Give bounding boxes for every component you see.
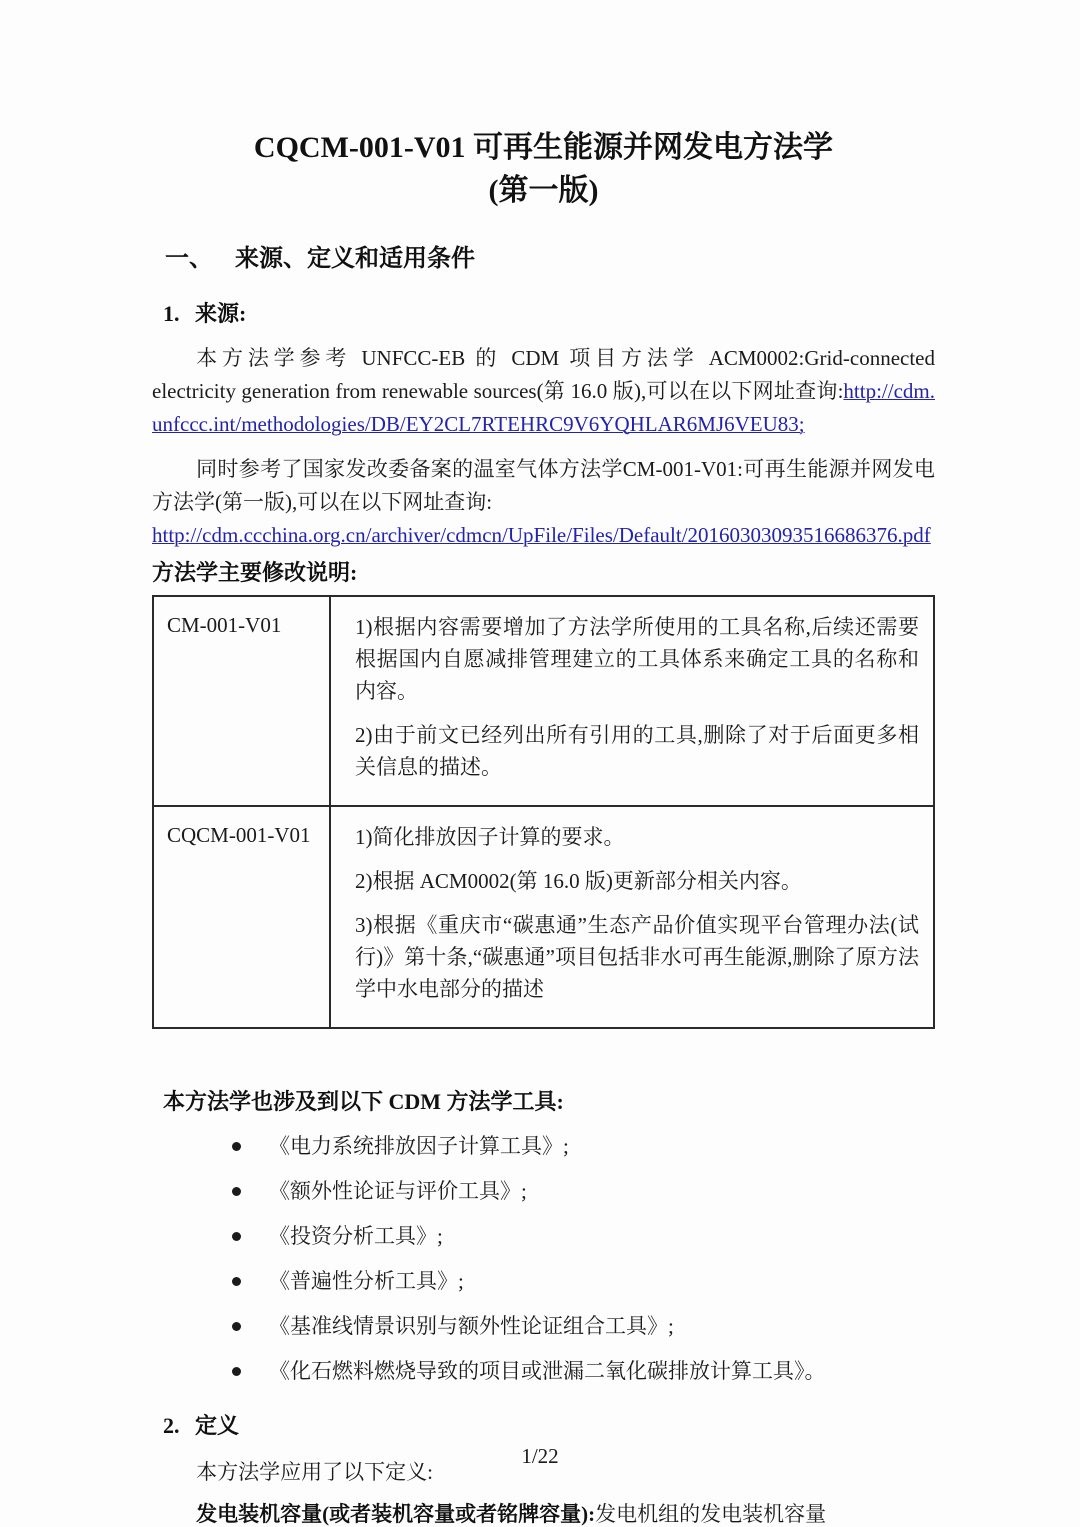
tool-name: 《基准线情景识别与额外性论证组合工具》;: [269, 1314, 674, 1338]
definitions-intro: 本方法学应用了以下定义:: [196, 1460, 433, 1484]
bullet-icon: [232, 1232, 241, 1241]
tool-name: 《电力系统排放因子计算工具》;: [269, 1134, 569, 1158]
document-title: CQCM-001-V01 可再生能源并网发电方法学: [253, 131, 834, 164]
subsection-number: 1.: [163, 301, 180, 326]
list-item: [152, 1310, 935, 1343]
table-row: [153, 596, 934, 806]
paragraph-text: 本方法学参考 UNFCC-EB 的 CDM 项目方法学 ACM0002:Grid-connected electricity generation from renewable sources(第 16.0 版),可以在以下网址查询:: [152, 346, 935, 403]
version-cell: CQCM-001-V01: [153, 806, 330, 1028]
table-row: [153, 806, 934, 1028]
page-number: 1/22: [521, 1444, 559, 1468]
bullet-icon: [232, 1142, 241, 1151]
paragraph-source-2: [152, 453, 935, 519]
tool-name: 《投资分析工具》;: [269, 1224, 443, 1248]
definition-text: 发电机组的发电装机容量: [595, 1502, 827, 1526]
subsection-title: 定义: [195, 1413, 240, 1438]
change-item: 1)简化排放因子计算的要求。: [355, 825, 625, 849]
definition-line: [152, 1498, 935, 1527]
bullet-icon: [232, 1187, 241, 1196]
paragraph-source-2-link-line: [152, 519, 935, 552]
paragraph-source-1: [152, 342, 935, 441]
title-block: [152, 126, 935, 212]
list-item: [152, 1220, 935, 1253]
bullet-icon: [232, 1367, 241, 1376]
change-item: 3)根据《重庆市“碳惠通”生态产品价值实现平台管理办法(试行)》第十条,“碳惠通”项目包括非水可再生能源,删除了原方法学中水电部分的描述: [355, 913, 919, 1001]
change-item: 2)由于前文已经列出所有引用的工具,删除了对于后面更多相关信息的描述。: [355, 723, 919, 779]
cdm-methodology-link[interactable]: http://cdm.unfccc.int/methodologies/DB/EY2CL7RTEHRC9V6YQHLAR6MJ6VEU83;: [152, 379, 935, 436]
tools-intro: 本方法学也涉及到以下 CDM 方法学工具:: [163, 1089, 564, 1114]
list-item: [152, 1175, 935, 1208]
section-heading: [152, 242, 935, 276]
table-caption: 方法学主要修改说明:: [152, 560, 358, 585]
change-item: 1)根据内容需要增加了方法学所使用的工具名称,后续还需要根据国内自愿减排管理建立的工具体系来确定工具的名称和内容。: [355, 615, 919, 703]
list-item: [152, 1265, 935, 1298]
tool-name: 《化石燃料燃烧导致的项目或泄漏二氧化碳排放计算工具》。: [269, 1359, 826, 1383]
list-item: [152, 1130, 935, 1163]
paragraph-text: 同时参考了国家发改委备案的温室气体方法学CM-001-V01:可再生能源并网发电方法学(第一版),可以在以下网址查询:: [152, 457, 935, 514]
section-title: 来源、定义和适用条件: [235, 246, 475, 272]
modification-table: [152, 595, 935, 1029]
section-number: 一、: [165, 246, 213, 272]
version-cell: CM-001-V01: [153, 596, 330, 806]
tool-name: 《普遍性分析工具》;: [269, 1269, 464, 1293]
definition-term: 发电装机容量(或者装机容量或者铭牌容量):: [196, 1502, 596, 1526]
tool-name: 《额外性论证与评价工具》;: [269, 1179, 527, 1203]
subsection-heading-source: [152, 298, 935, 330]
subsection-title: 来源:: [195, 301, 247, 326]
document-subtitle: (第一版): [488, 174, 599, 207]
bullet-icon: [232, 1277, 241, 1286]
change-item: 2)根据 ACM0002(第 16.0 版)更新部分相关内容。: [355, 869, 802, 893]
ccchina-pdf-link[interactable]: http://cdm.ccchina.org.cn/archiver/cdmcn/UpFile/Files/Default/20160303093516686376.pdf: [152, 523, 931, 547]
subsection-number: 2.: [163, 1413, 180, 1438]
changes-cell: [330, 806, 934, 1028]
changes-cell: [330, 596, 934, 806]
subsection-heading-definitions: [152, 1410, 935, 1442]
bullet-icon: [232, 1322, 241, 1331]
list-item: [152, 1355, 935, 1388]
